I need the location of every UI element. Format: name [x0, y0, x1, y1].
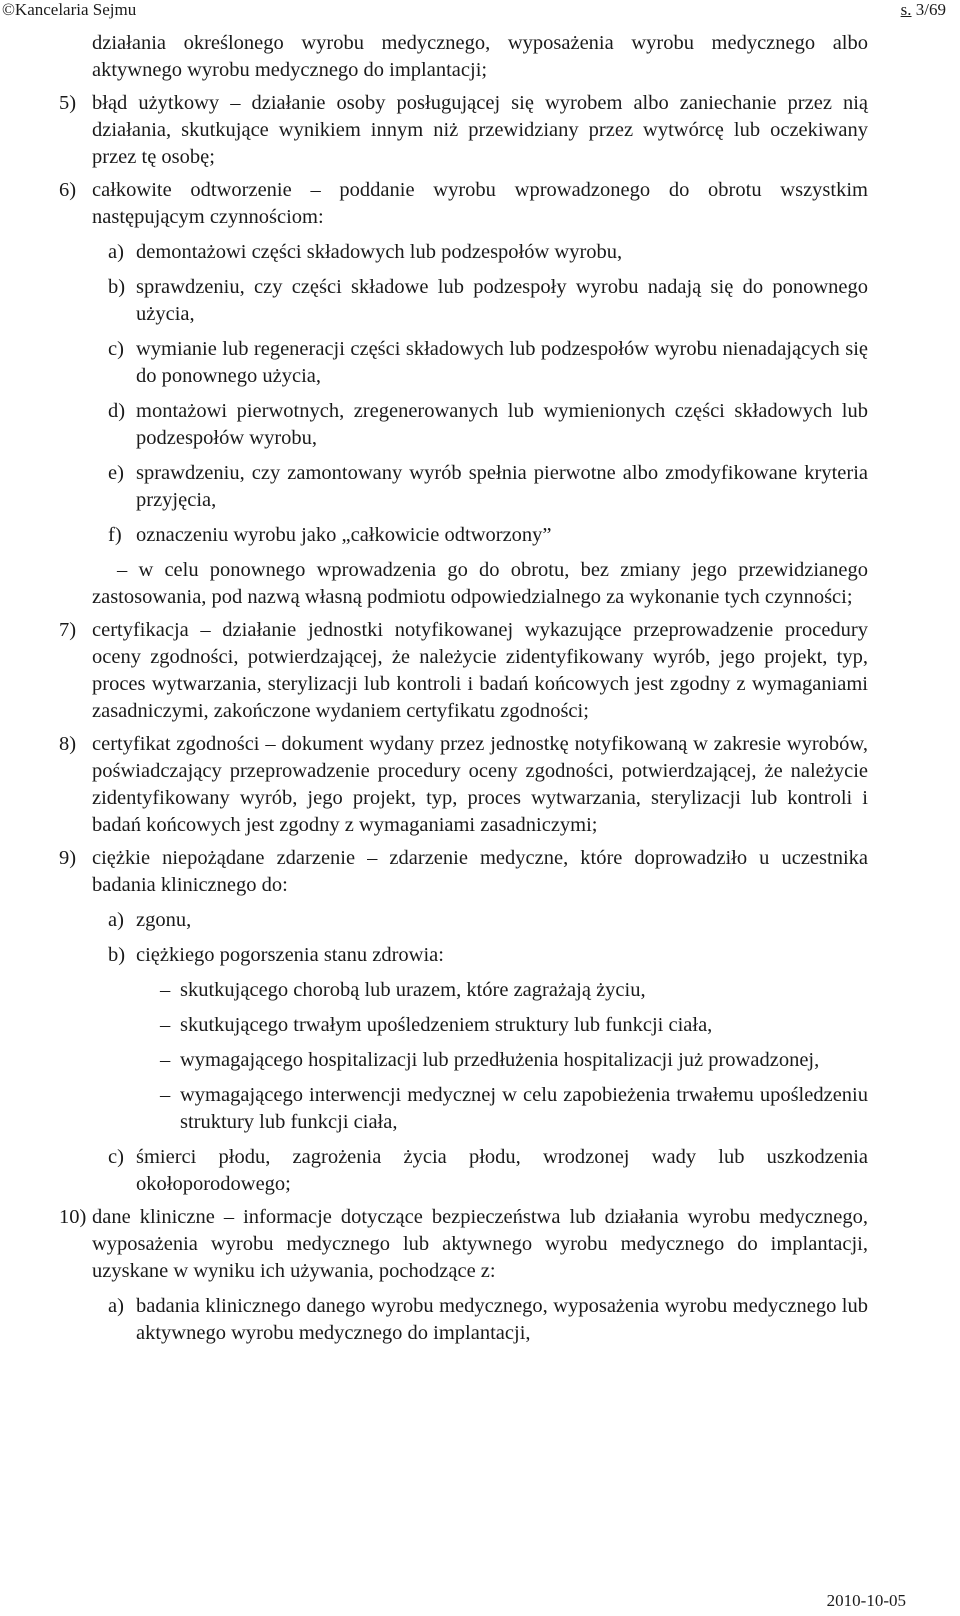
- item-4-continuation: działania określonego wyrobu medycznego, wyposażenia wyrobu medycznego albo aktywnego wyrobu medycznego do implantacji;: [92, 32, 868, 81]
- dash-item-4: [160, 1082, 868, 1136]
- item-9-sub-c: [108, 1144, 868, 1198]
- sub-number: b): [108, 944, 126, 966]
- dash-item-2: [160, 1012, 868, 1039]
- page-count: 3/69: [915, 0, 946, 19]
- footer-date: 2010-10-05: [826, 1591, 906, 1610]
- sub-number: d): [108, 400, 126, 422]
- sub-text: zgonu,: [136, 909, 192, 931]
- item-text: całkowite odtworzenie – poddanie wyrobu wprowadzonego do obrotu wszystkim następującym czynnościom:: [92, 179, 868, 228]
- item-text: ciężkie niepożądane zdarzenie – zdarzenie medyczne, które doprowadziło u uczestnika badania klinicznego do:: [92, 847, 868, 896]
- dash-text: skutkującego chorobą lub urazem, które zagrażają życiu,: [180, 979, 646, 1001]
- sub-text: wymianie lub regeneracji części składowych lub podzespołów wyrobu nienadających się do ponownego użycia,: [136, 338, 868, 387]
- dash-mark: –: [160, 1014, 171, 1036]
- item-text: certyfikat zgodności – dokument wydany przez jednostkę notyfikowaną w zakresie wyrobów, poświadczający przeprowadzenie procedury oceny zgodności, potwierdzającej, że należycie zidentyfikowany wyrób, jego projekt, typ, proces wytwarzania, sterylizacji lub kontroli i badań końcowych jest zgodny z wymaganiami zasadniczymi;: [92, 733, 868, 836]
- item-number: 8): [59, 733, 77, 755]
- sub-number: b): [108, 276, 126, 298]
- item-text: dane kliniczne – informacje dotyczące bezpieczeństwa lub działania wyrobu medycznego, wyposażenia wyrobu medycznego lub aktywnego wyrobu medycznego do implantacji, uzyskane w wyniku ich używania, pochodzące z:: [92, 1206, 868, 1282]
- item-number: 10): [59, 1206, 87, 1228]
- dash-item-1: [160, 977, 868, 1004]
- item-10: [59, 1204, 868, 1285]
- sub-text: oznaczeniu wyrobu jako „całkowicie odtworzony”: [136, 524, 552, 546]
- sub-number: a): [108, 241, 124, 263]
- item-text: błąd użytkowy – działanie osoby posługującej się wyrobem albo zaniechanie przez nią działania, skutkujące wynikiem innym niż przewidziany przez wytwórcę lub oczekiwany przez tę osobę;: [92, 92, 868, 168]
- dash-mark: –: [160, 1084, 171, 1106]
- dash-item-3: [160, 1047, 868, 1074]
- document-body: [0, 30, 960, 1347]
- sub-text: montażowi pierwotnych, zregenerowanych lub wymienionych części składowych lub podzespołów wyrobu,: [136, 400, 868, 449]
- sub-text: sprawdzeniu, czy części składowe lub podzespoły wyrobu nadają się do ponownego użycia,: [136, 276, 868, 325]
- sub-number: a): [108, 909, 124, 931]
- item-10-sub-a: [108, 1293, 868, 1347]
- item-6: [59, 177, 868, 231]
- item-5: [59, 90, 868, 171]
- sub-text: ciężkiego pogorszenia stanu zdrowia:: [136, 944, 444, 966]
- item-6-sub-a: [108, 239, 868, 266]
- dash-text: wymagającego hospitalizacji lub przedłużenia hospitalizacji już prowadzonej,: [180, 1049, 820, 1071]
- item-6-tail: – w celu ponownego wprowadzenia go do obrotu, bez zmiany jego przewidzianego zastosowania, pod nazwą własną podmiotu odpowiedzialnego za wykonanie tych czynności;: [92, 559, 868, 608]
- sub-number: f): [108, 524, 122, 546]
- item-text: certyfikacja – działanie jednostki notyfikowanej wykazujące przeprowadzenie procedury oceny zgodności, potwierdzającej, że należycie zidentyfikowany wyrób, jego projekt, typ, proces wytwarzania, sterylizacji lub kontroli i badań końcowych jest zgodny z wymaganiami zasadniczymi, zakończone wydaniem certyfikatu zgodności;: [92, 619, 868, 722]
- item-number: 9): [59, 847, 77, 869]
- item-number: 7): [59, 619, 77, 641]
- dash-text: wymagającego interwencji medycznej w celu zapobieżenia trwałemu upośledzeniu struktury lub funkcji ciała,: [180, 1084, 868, 1133]
- sub-number: c): [108, 338, 124, 360]
- sub-text: śmierci płodu, zagrożenia życia płodu, wrodzonej wady lub uszkodzenia okołoporodowego;: [136, 1146, 868, 1195]
- item-6-sub-c: [108, 336, 868, 390]
- item-number: 6): [59, 179, 77, 201]
- item-7: [59, 617, 868, 725]
- dash-mark: –: [160, 1049, 171, 1071]
- sub-text: demontażowi części składowych lub podzespołów wyrobu,: [136, 241, 623, 263]
- item-8: [59, 731, 868, 839]
- sub-text: badania klinicznego danego wyrobu medycznego, wyposażenia wyrobu medycznego lub aktywnego wyrobu medycznego do implantacji,: [136, 1295, 868, 1344]
- item-9-sub-a: [108, 907, 868, 934]
- sub-text: sprawdzeniu, czy zamontowany wyrób spełnia pierwotne albo zmodyfikowane kryteria przyjęcia,: [136, 462, 868, 511]
- item-number: 5): [59, 92, 77, 114]
- dash-mark: –: [160, 979, 171, 1001]
- page-prefix: s.: [900, 0, 912, 19]
- header-copyright: ©Kancelaria Sejmu: [2, 0, 137, 19]
- item-6-sub-e: [108, 460, 868, 514]
- dash-text: skutkującego trwałym upośledzeniem struktury lub funkcji ciała,: [180, 1014, 713, 1036]
- sub-number: c): [108, 1146, 124, 1168]
- item-9-sub-b: [108, 942, 868, 969]
- sub-number: e): [108, 462, 124, 484]
- sub-number: a): [108, 1295, 124, 1317]
- item-9: [59, 845, 868, 899]
- item-6-sub-b: [108, 274, 868, 328]
- item-6-sub-f: [108, 522, 868, 549]
- header-page-number: [901, 0, 946, 20]
- item-6-sub-d: [108, 398, 868, 452]
